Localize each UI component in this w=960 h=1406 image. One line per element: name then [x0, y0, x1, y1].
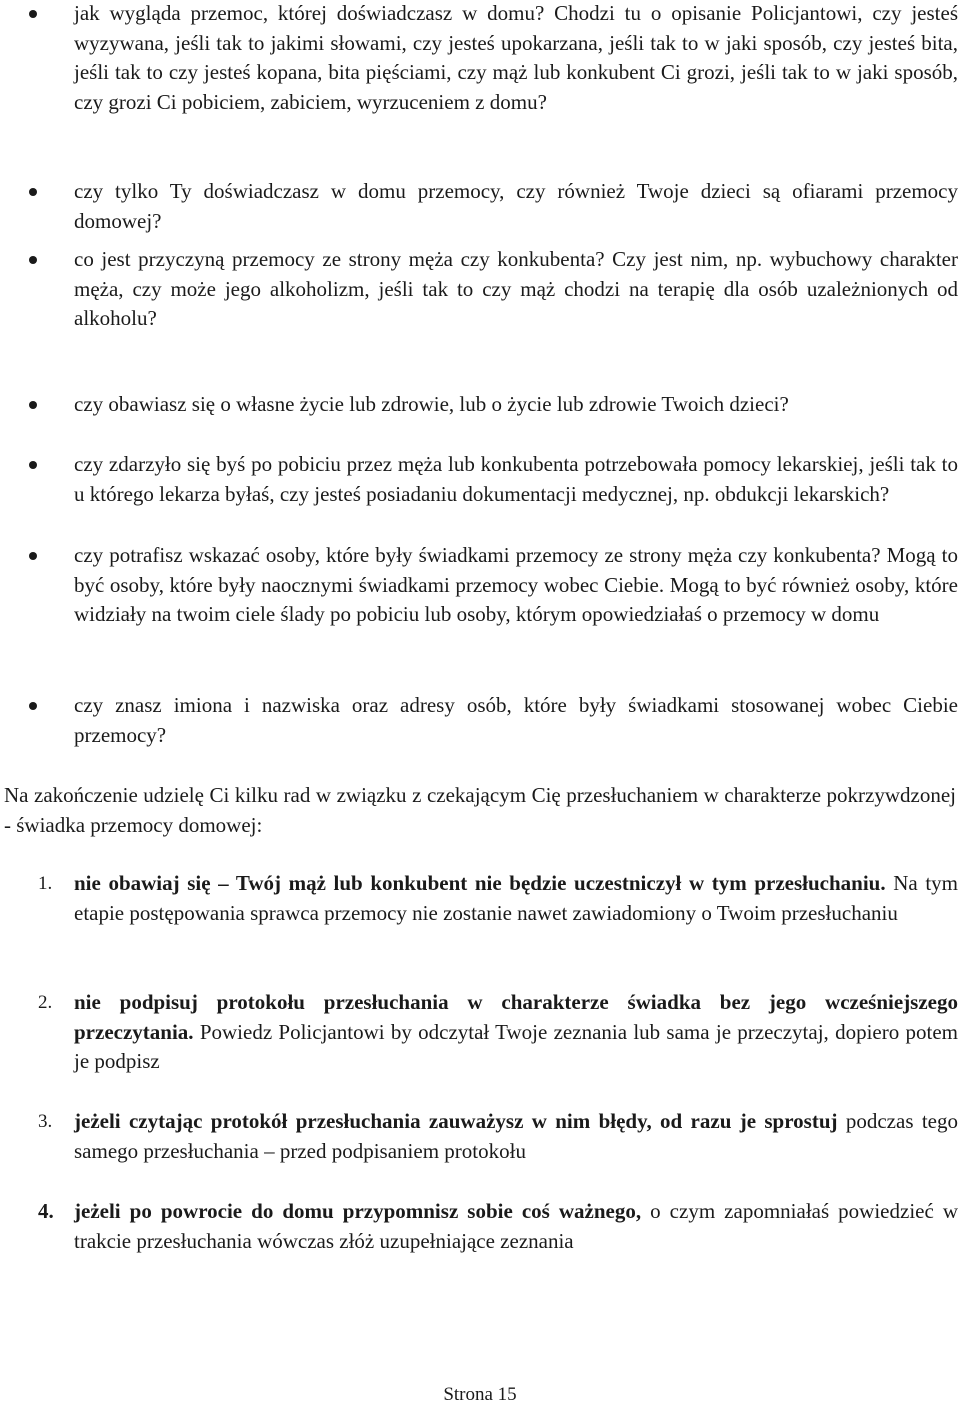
- advice-rest: o czym zapomniałaś powiedzieć w trakcie przesłuchania wówczas złóż uzupełniające zeznania: [74, 1199, 958, 1253]
- advice-rest: podczas tego samego przesłuchania – przed podpisaniem protokołu: [74, 1109, 958, 1163]
- list-item-text: czy zdarzyło się byś po pobiciu przez męża lub konkubenta potrzebowała pomocy lekarskiej, jeśli tak to u którego lekarza byłaś, czy jesteś posiadaniu dokumentacji medycznej, np. obdukcji lekarskich?: [74, 452, 958, 506]
- bullet-icon: [29, 702, 37, 710]
- bullet-icon: [29, 461, 37, 469]
- page-number: Strona 15: [443, 1384, 517, 1405]
- advice-text: [74, 988, 958, 1077]
- advice-emphasis: jeżeli po powrocie do domu przypomnisz sobie coś ważnego,: [74, 1199, 642, 1223]
- item-number: 1.: [38, 873, 53, 894]
- bullet-icon: [29, 256, 37, 264]
- advice-emphasis: jeżeli czytając protokół przesłuchania zauważysz w nim błędy, od razu je sprostuj: [74, 1109, 838, 1133]
- list-item-text: czy znasz imiona i nazwiska oraz adresy osób, które były świadkami stosowanej wobec Ciebie przemocy?: [74, 693, 958, 747]
- list-item-text: jak wygląda przemoc, której doświadczasz w domu? Chodzi tu o opisanie Policjantowi, czy jesteś wyzywana, jeśli tak to jakimi słowami, czy jesteś upokarzana, jeśli tak to w jaki sposób, czy jesteś bita, jeśli tak to czy jesteś kopana, bita pięściami, czy mąż lub konkubent Ci grozi, jeśli tak to w jaki sposób, czy grozi Ci pobiciem, zabiciem, wyrzuceniem z domu?: [74, 1, 958, 114]
- advice-text: [74, 1107, 958, 1166]
- advice-text: [74, 869, 958, 928]
- list-item-text: co jest przyczyną przemocy ze strony męża czy konkubenta? Czy jest nim, np. wybuchowy charakter męża, czy może jego alkoholizm, jeśli tak to czy mąż chodzi na terapię dla osób uzależnionych od alkoholu?: [74, 247, 958, 330]
- item-number: 2.: [38, 992, 53, 1013]
- list-item-text: czy tylko Ty doświadczasz w domu przemocy, czy również Twoje dzieci są ofiarami przemocy domowej?: [74, 179, 958, 233]
- advice-rest: Na tym etapie postępowania sprawca przemocy nie zostanie nawet zawiadomiony o Twoim przesłuchaniu: [74, 871, 959, 925]
- advice-text: [74, 1197, 958, 1256]
- bullet-icon: [29, 552, 37, 560]
- list-item-text: czy obawiasz się o własne życie lub zdrowie, lub o życie lub zdrowie Twoich dzieci?: [74, 392, 789, 416]
- intro-paragraph: Na zakończenie udzielę Ci kilku rad w związku z czekającym Cię przesłuchaniem w charakterze pokrzywdzonej - świadka przemocy domowej:: [4, 783, 956, 837]
- bullet-icon: [29, 10, 37, 18]
- advice-emphasis: nie obawiaj się – Twój mąż lub konkubent nie będzie uczestniczył w tym przesłuchaniu.: [74, 871, 886, 895]
- item-number: 4.: [38, 1199, 54, 1223]
- bullet-icon: [29, 188, 37, 196]
- advice-rest: Powiedz Policjantowi by odczytał Twoje zeznania lub sama je przeczytaj, dopiero potem je podpisz: [74, 1019, 958, 1073]
- item-number: 3.: [38, 1111, 53, 1132]
- advice-emphasis: nie podpisuj protokołu przesłuchania w charakterze świadka bez jego wcześniejszego przeczytania.: [74, 990, 958, 1044]
- bullet-icon: [29, 401, 37, 409]
- list-item-text: czy potrafisz wskazać osoby, które były świadkami przemocy ze strony męża czy konkubenta? Mogą to być osoby, które były naocznymi świadkami przemocy wobec Ciebie. Mogą to być również osoby, które widziały na twoim ciele ślady po pobiciu lub osoby, którym opowiedziałaś o przemocy w domu: [74, 543, 958, 626]
